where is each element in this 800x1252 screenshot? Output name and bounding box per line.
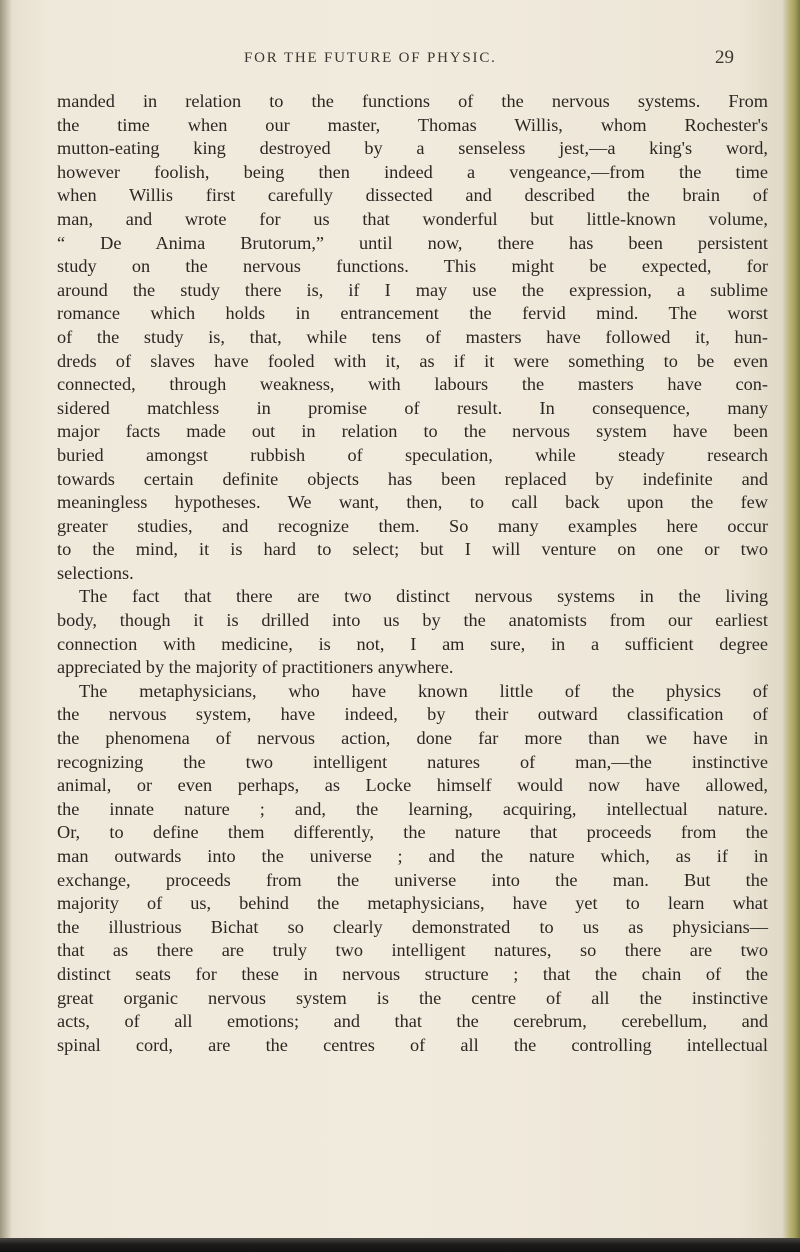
text-line: recognizing the two intelligent natures of man,—the instinctive <box>57 751 768 772</box>
text-line: meaningless hypotheses. We want, then, to call back upon the few <box>57 492 768 513</box>
text-line: great organic nervous system is the centre of all the instinctive <box>57 987 768 1008</box>
text-line: body, though it is drilled into us by the anatomists from our earliest <box>57 610 768 631</box>
text-line: the illustrious Bichat so clearly demonstrated to us as physicians— <box>57 916 768 937</box>
text-line: the innate nature ; and, the learning, acquiring, intellectual nature. <box>57 798 768 819</box>
text-line: when Willis first carefully dissected and described the brain of <box>57 185 768 206</box>
text-line: major facts made out in relation to the nervous system have been <box>57 421 768 442</box>
page-gutter-shadow <box>0 0 12 1252</box>
text-line: manded in relation to the functions of the nervous systems. From <box>57 91 768 111</box>
text-line: connection with medicine, is not, I am sure, in a sufficient degree <box>57 633 768 654</box>
scan-bottom-edge <box>0 1238 800 1252</box>
text-line: the nervous system, have indeed, by their outward classification of <box>57 704 768 725</box>
text-line: man, and wrote for us that wonderful but little-known volume, <box>57 208 768 229</box>
text-line: however foolish, being then indeed a vengeance,—from the time <box>57 161 768 182</box>
text-line: exchange, proceeds from the universe into the man. But the <box>57 869 768 890</box>
page-edge-binding <box>782 0 800 1252</box>
text-line: mutton-eating king destroyed by a senseless jest,—a king's word, <box>57 138 768 159</box>
running-head <box>0 47 800 80</box>
text-line: of the study is, that, while tens of masters have followed it, hun- <box>57 326 768 347</box>
text-line: the phenomena of nervous action, done far more than we have in <box>57 728 768 749</box>
text-line: greater studies, and recognize them. So many examples here occur <box>57 515 768 536</box>
text-line: that as there are truly two intelligent natures, so there are two <box>57 940 768 961</box>
text-line: study on the nervous functions. This might be expected, for <box>57 256 768 277</box>
text-line: buried amongst rubbish of speculation, while steady research <box>57 444 768 465</box>
text-line: Or, to define them differently, the nature that proceeds from the <box>57 822 768 843</box>
text-line: animal, or even perhaps, as Locke himself would now have allowed, <box>57 775 768 796</box>
text-line: to the mind, it is hard to select; but I will venture on one or two <box>57 539 768 560</box>
text-line: around the study there is, if I may use the expression, a sublime <box>57 279 768 300</box>
text-line: acts, of all emotions; and that the cerebrum, cerebellum, and <box>57 1011 768 1032</box>
text-line: The fact that there are two distinct nervous systems in the living <box>79 586 768 607</box>
text-line: majority of us, behind the metaphysicians, have yet to learn what <box>57 893 768 914</box>
running-head-title: FOR THE FUTURE OF PHYSIC. <box>244 50 497 66</box>
text-line: the time when our master, Thomas Willis, whom Rochester's <box>57 114 768 135</box>
page-number: 29 <box>715 47 734 68</box>
text-line: connected, through weakness, with labours the masters have con- <box>57 374 768 395</box>
text-line: towards certain definite objects has been replaced by indefinite and <box>57 468 768 489</box>
text-line: spinal cord, are the centres of all the controlling intellectual <box>57 1034 768 1055</box>
text-line: selections. <box>57 562 134 583</box>
text-line: distinct seats for these in nervous structure ; that the chain of the <box>57 963 768 984</box>
text-line: appreciated by the majority of practitioners anywhere. <box>57 657 454 678</box>
text-line: The metaphysicians, who have known little of the physics of <box>79 680 768 701</box>
text-line: sidered matchless in promise of result. In consequence, many <box>57 397 768 418</box>
text-line: man outwards into the universe ; and the nature which, as if in <box>57 846 768 866</box>
text-line: “ De Anima Brutorum,” until now, there has been persistent <box>57 232 768 253</box>
text-line: dreds of slaves have fooled with it, as if it were something to be even <box>57 350 768 371</box>
body-text <box>57 90 768 1057</box>
text-line: romance which holds in entrancement the fervid mind. The worst <box>57 303 768 324</box>
